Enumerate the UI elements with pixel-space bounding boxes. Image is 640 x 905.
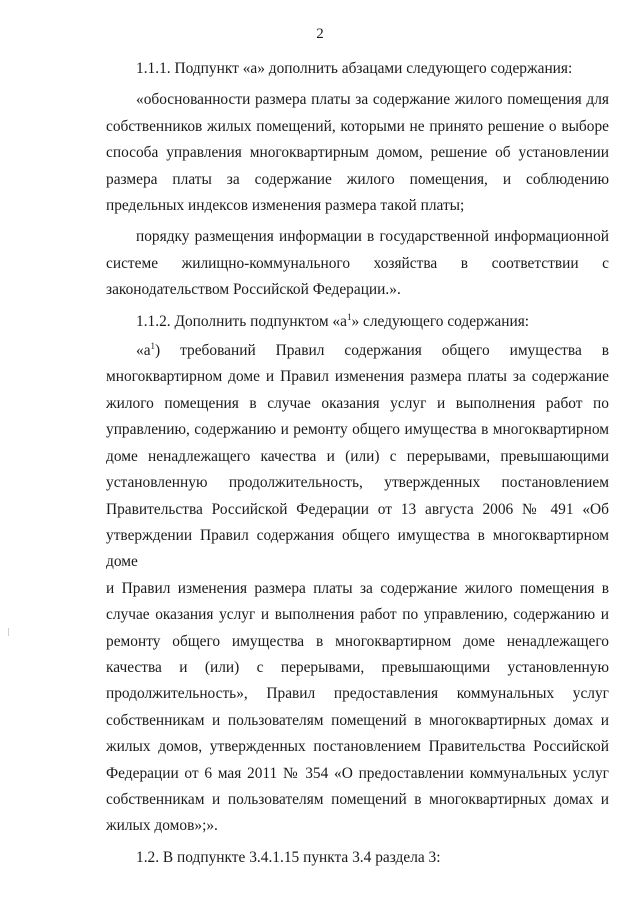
text-line: доме ненадлежащего качества и (или) с перерывами, превышающими <box>106 447 609 465</box>
text-span: «а <box>136 342 151 360</box>
text-line: жилого помещения в случае оказания услуг и выполнения работ по <box>106 394 609 412</box>
text-line: установленную продолжительность, утвержденных постановлением <box>106 474 609 492</box>
text-span: ) требований Правил содержания общего имущества в <box>155 342 609 360</box>
text-line: собственникам и пользователям помещений в многоквартирных домах и <box>106 711 609 729</box>
text-line <box>106 338 609 364</box>
paragraph-1-2-heading: 1.2. В подпункте 3.4.1.15 пункта 3.4 раздела 3: <box>136 848 441 866</box>
text-line: жилых домов, утвержденных постановлением Правительства Российской <box>106 738 609 756</box>
text-line: жилых домов»;». <box>106 817 218 835</box>
paragraph-info-placement-clause <box>106 224 609 303</box>
text-line: порядку размещения информации в государственной информационной <box>136 228 609 246</box>
superscript: 1 <box>150 340 156 351</box>
paragraph-justification-clause: «обоснованности размера платы за содержание жилого помещения для собственников жилых помещений, которыми не принято решение о выборе способа управления многоквартирным домом, решение об установлении размера платы за содержание жилого помещения, и соблюдению предельных индексов изменения размера такой платы; <box>106 91 609 215</box>
text-span: 1.1.2. Дополнить подпунктом «а <box>136 312 347 330</box>
text-line: ремонту общего имущества в многоквартирном доме ненадлежащего <box>106 632 609 650</box>
text-line: качества и (или) с перерывами, превышающими установленную <box>106 658 609 676</box>
paragraph-1-1-1-heading: 1.1.1. Подпункт «а» дополнить абзацами следующего содержания: <box>136 60 573 77</box>
text-line: продолжительность», Правил предоставления коммунальных услуг <box>106 685 609 703</box>
scan-margin-mark <box>8 628 9 636</box>
text-line: и Правил изменения размера платы за содержание жилого помещения в <box>106 579 609 597</box>
text-line: системе жилищно-коммунального хозяйства в соответствии с <box>106 254 609 272</box>
document-body <box>106 56 609 871</box>
text-line: случае оказания услуг и выполнения работ по управлению, содержанию и <box>106 606 609 624</box>
text-line: законодательством Российской Федерации.». <box>106 281 401 299</box>
text-line: собственникам и пользователям помещений в многоквартирных домах и <box>106 790 609 808</box>
paragraph-a1-requirements-clause <box>106 338 609 840</box>
paragraph-1-1-2-heading <box>106 309 609 335</box>
page-number: 2 <box>316 26 324 42</box>
superscript: 1 <box>346 311 352 322</box>
text-line: утверждении Правил содержания общего имущества в многоквартирном доме <box>106 526 609 571</box>
text-span: » следующего содержания: <box>351 312 530 330</box>
text-line: Федерации от 6 мая 2011 № 354 «О предоставлении коммунальных услуг <box>106 764 609 782</box>
text-line: управлению, содержанию и ремонту общего имущества в многоквартирном <box>106 421 609 439</box>
text-line: Правительства Российской Федерации от 13 августа 2006 № 491 «Об <box>106 500 609 518</box>
text-line: многоквартирном доме и Правил изменения размера платы за содержание <box>106 368 609 386</box>
